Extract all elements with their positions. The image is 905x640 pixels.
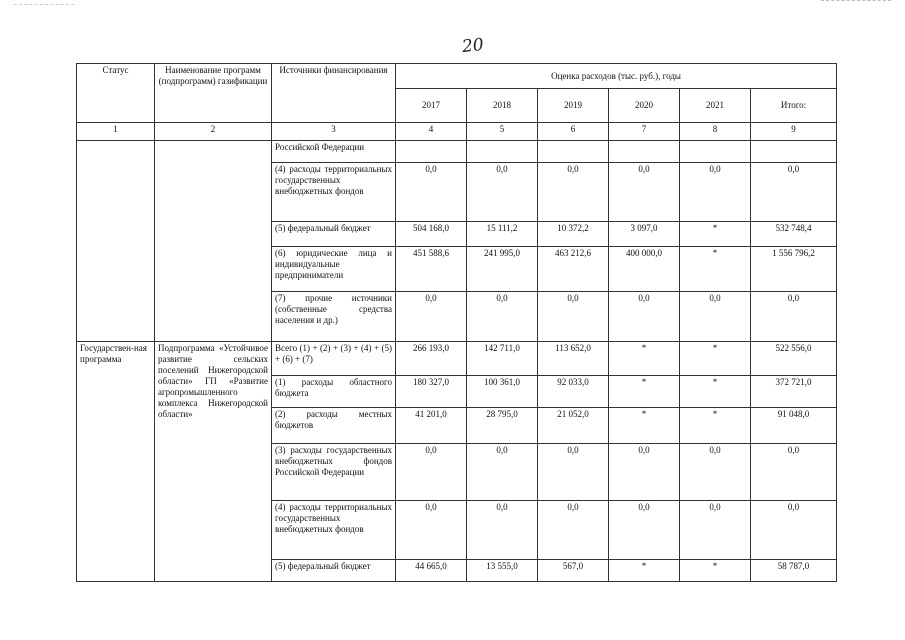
value-cell: 15 111,2 xyxy=(467,222,538,247)
value-cell: 0,0 xyxy=(538,163,609,222)
value-cell: * xyxy=(680,247,751,292)
value-cell: 241 995,0 xyxy=(467,247,538,292)
column-number: 5 xyxy=(467,123,538,141)
column-number: 6 xyxy=(538,123,609,141)
value-cell: 10 372,2 xyxy=(538,222,609,247)
header-year-2018: 2018 xyxy=(467,89,538,123)
column-number: 4 xyxy=(396,123,467,141)
value-cell: 0,0 xyxy=(396,444,467,501)
source-cell: (3) расходы государственных внебюджетных фондов Российской Федерации xyxy=(272,444,396,501)
column-number: 8 xyxy=(680,123,751,141)
value-cell: 0,0 xyxy=(467,444,538,501)
source-cell: Российской Федерации xyxy=(272,141,396,163)
value-cell: 400 000,0 xyxy=(609,247,680,292)
value-cell: 0,0 xyxy=(467,163,538,222)
value-cell: 44 665,0 xyxy=(396,560,467,582)
value-cell: * xyxy=(680,408,751,444)
header-year-2021: 2021 xyxy=(680,89,751,123)
total-cell: 0,0 xyxy=(751,501,837,560)
source-cell: (1) расходы областного бюджета xyxy=(272,376,396,408)
source-cell: (5) федеральный бюджет xyxy=(272,222,396,247)
header-total: Итого: xyxy=(751,89,837,123)
value-cell xyxy=(680,141,751,163)
value-cell xyxy=(538,141,609,163)
value-cell: 0,0 xyxy=(609,501,680,560)
source-cell: (7) прочие источники (собственные средства населения и др.) xyxy=(272,292,396,342)
value-cell: * xyxy=(609,342,680,376)
column-number: 2 xyxy=(155,123,272,141)
value-cell: 0,0 xyxy=(609,163,680,222)
value-cell: * xyxy=(609,560,680,582)
header-sources: Источники финансирования xyxy=(272,64,396,123)
value-cell: 41 201,0 xyxy=(396,408,467,444)
total-cell: 1 556 796,2 xyxy=(751,247,837,292)
table-row xyxy=(77,342,837,376)
value-cell: 28 795,0 xyxy=(467,408,538,444)
total-cell: 0,0 xyxy=(751,444,837,501)
value-cell: * xyxy=(680,342,751,376)
header-year-2020: 2020 xyxy=(609,89,680,123)
column-number: 3 xyxy=(272,123,396,141)
value-cell: 0,0 xyxy=(396,501,467,560)
value-cell: 142 711,0 xyxy=(467,342,538,376)
value-cell xyxy=(396,141,467,163)
value-cell: 0,0 xyxy=(680,444,751,501)
table-row xyxy=(77,141,837,163)
column-number: 1 xyxy=(77,123,155,141)
expenditure-table xyxy=(76,63,837,582)
value-cell: 0,0 xyxy=(396,163,467,222)
header-program-name: Наименование программ (подпрограмм) газификации xyxy=(155,64,272,123)
column-number: 7 xyxy=(609,123,680,141)
value-cell: 180 327,0 xyxy=(396,376,467,408)
column-number: 9 xyxy=(751,123,837,141)
value-cell: 0,0 xyxy=(680,501,751,560)
scan-artifact xyxy=(821,0,891,3)
value-cell: * xyxy=(609,408,680,444)
value-cell: 451 588,6 xyxy=(396,247,467,292)
total-cell: 532 748,4 xyxy=(751,222,837,247)
status-cell: Государствен-ная программа xyxy=(77,342,155,582)
value-cell: 100 361,0 xyxy=(467,376,538,408)
source-cell: (2) расходы местных бюджетов xyxy=(272,408,396,444)
program-cell-empty xyxy=(155,141,272,342)
value-cell: 463 212,6 xyxy=(538,247,609,292)
value-cell: 0,0 xyxy=(609,292,680,342)
value-cell: 113 652,0 xyxy=(538,342,609,376)
value-cell: 0,0 xyxy=(538,501,609,560)
header-year-2017: 2017 xyxy=(396,89,467,123)
value-cell: * xyxy=(609,376,680,408)
value-cell: 0,0 xyxy=(609,444,680,501)
total-cell: 58 787,0 xyxy=(751,560,837,582)
value-cell: 0,0 xyxy=(680,292,751,342)
total-cell: 372 721,0 xyxy=(751,376,837,408)
header-year-2019: 2019 xyxy=(538,89,609,123)
source-cell: (4) расходы территориальных государственных внебюджетных фондов xyxy=(272,501,396,560)
value-cell: 0,0 xyxy=(467,292,538,342)
value-cell: 21 052,0 xyxy=(538,408,609,444)
total-cell xyxy=(751,141,837,163)
total-cell: 0,0 xyxy=(751,292,837,342)
status-cell-empty xyxy=(77,141,155,342)
scan-artifact xyxy=(14,4,74,7)
source-cell: (4) расходы территориальных государственных внебюджетных фондов xyxy=(272,163,396,222)
value-cell: 266 193,0 xyxy=(396,342,467,376)
value-cell: 0,0 xyxy=(538,292,609,342)
source-cell: (5) федеральный бюджет xyxy=(272,560,396,582)
page-number: 20 xyxy=(461,34,485,58)
value-cell: 0,0 xyxy=(538,444,609,501)
value-cell: 0,0 xyxy=(467,501,538,560)
value-cell: 92 033,0 xyxy=(538,376,609,408)
value-cell: 0,0 xyxy=(396,292,467,342)
value-cell: * xyxy=(680,560,751,582)
header-status: Статус xyxy=(77,64,155,123)
value-cell: 504 168,0 xyxy=(396,222,467,247)
total-cell: 522 556,0 xyxy=(751,342,837,376)
value-cell xyxy=(467,141,538,163)
source-cell: Всего (1) + (2) + (3) + (4) + (5) + (6) + (7) xyxy=(272,342,396,376)
value-cell xyxy=(609,141,680,163)
header-estimate: Оценка расходов (тыс. руб.), годы xyxy=(396,64,837,89)
value-cell: * xyxy=(680,376,751,408)
total-cell: 0,0 xyxy=(751,163,837,222)
source-cell: (6) юридические лица и индивидуальные предприниматели xyxy=(272,247,396,292)
value-cell: 0,0 xyxy=(680,163,751,222)
value-cell: 3 097,0 xyxy=(609,222,680,247)
program-cell: Подпрограмма «Устойчивое развитие сельских поселений Нижегородской области» ГП «Развитие агропромышленного комплекса Нижегородской области» xyxy=(155,342,272,582)
value-cell: * xyxy=(680,222,751,247)
total-cell: 91 048,0 xyxy=(751,408,837,444)
value-cell: 13 555,0 xyxy=(467,560,538,582)
column-number-row xyxy=(77,123,837,141)
value-cell: 567,0 xyxy=(538,560,609,582)
